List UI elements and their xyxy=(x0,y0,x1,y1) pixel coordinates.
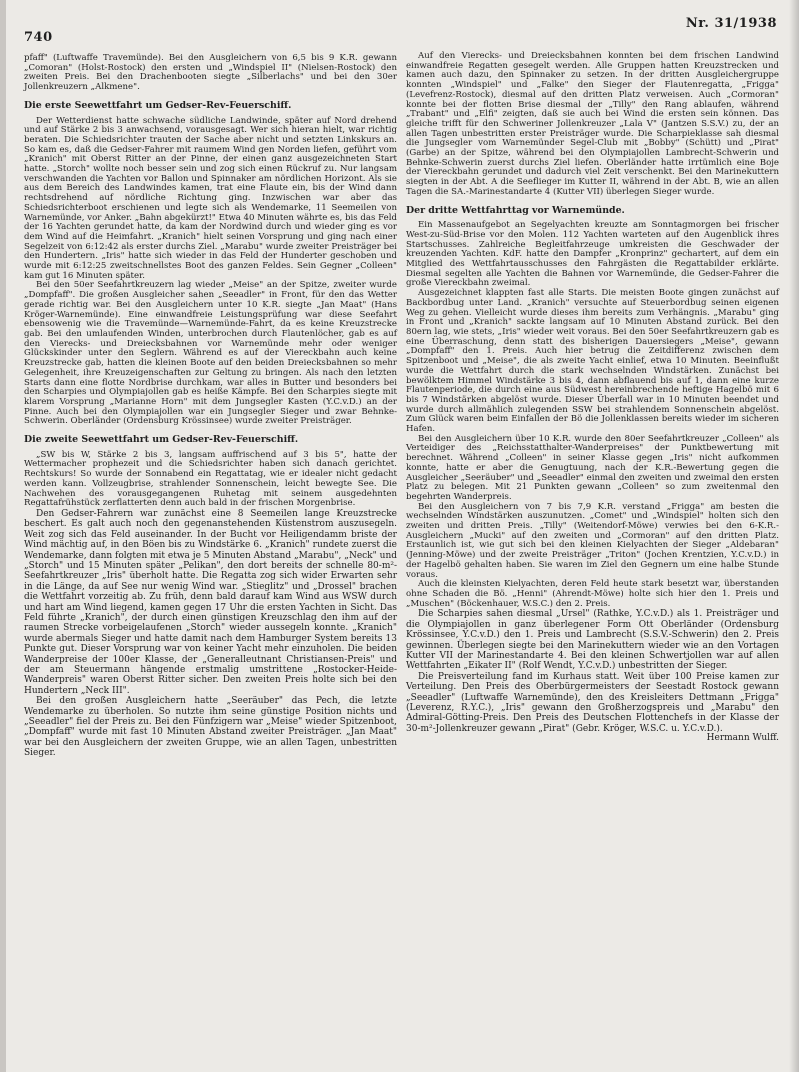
page-header xyxy=(24,16,777,52)
paragraph: Den Gedser-Fahrern war zunächst eine 8 Seemeilen lange Kreuzstrecke beschert. Es galt auch noch den gegenanstehenden Küstenstrom auszusegeln. Weit zog sich das Feld auseinander. In der Bucht vor Heiligendamm briste der Wind mächtig auf, in den Böen bis zu Windstärke 6. „Kranich" rundete zuerst die Wendemarke, dann folgten mit etwa je 5 Minuten Abstand „Marabu", „Neck" und „Storch" und 15 Minuten später „Pelikan", den dort bereits der schnelle 80-m²-Seefahrtkreuzer „Iris" überholt hatte. Die Regatta zog sich wider Erwarten sehr in die Länge, da auf See nur wenig Wind war. „Stieglitz" und „Drossel" brachen die Wettfahrt vorzeitig ab. Zu früh, denn bald darauf kam Wind aus WSW durch und hart am Wind liegend, kamen gegen 17 Uhr die ersten Yachten in Sicht. Das Feld führte „Kranich", der durch einen günstigen Kreuzschlag den ihm auf der raumen Strecke vorbeigelaufenen „Storch" wieder aussegeln konnte. „Kranich" wurde abermals Sieger und hatte damit nach dem Hamburger System bereits 13 Punkte gut. Dieser Vorsprung war von keiner Yacht mehr einzuholen. Die beiden Wanderpreise der 100er Klasse, der „Generalleutnant Christiansen-Preis" und der am Steuermann hängende erstmalig umstrittene „Rostocker-Heide-Wanderpreis" waren Oberst Ritter sicher. Den zweiten Preis holte sich bei den Hundertern „Neck III". xyxy=(24,508,397,696)
section-heading: Die erste Seewettfahrt um Gedser-Rev-Feuerschiff. xyxy=(24,99,292,111)
paragraph: Die Preisverteilung fand im Kurhaus statt. Weit über 100 Preise kamen zur Verteilung. Den Preis des Oberbürgermeisters der Seestadt Rostock gewann „Seeadler" (Luftwaffe Warnemünde), den des Kreisleiters Dettmann „Frigga" (Leverenz, R.Y.C.), „Iris" gewann den Großherzogspreis und „Marabu" den Admiral-Götting-Preis. Den Preis des Deutschen Flottenchefs in der Klasse der 30-m²-Jollenkreuzer gewann „Pirat" (Gebr. Kröger, W.S.C. u. Y.C.v.D.). xyxy=(406,671,779,734)
paragraph: Bei den großen Ausgleichern hatte „Seeräuber" das Pech, die letzte Wendemarke zu überholen. So nutzte ihm seine günstige Position nichts und „Seeadler" fiel der Preis zu. Bei den Fünfzigern war „Meise" wieder Spitzenboot, „Dompfaff" wurde mit fast 10 Minuten Abstand zweiter Preisträger. „Jan Maat" war bei den Ausgleichern der zweiten Gruppe, wie an allen Tagen, unbestritten Sieger. xyxy=(24,696,397,759)
author-signature: Hermann Wulff. xyxy=(706,733,779,744)
paragraph: Der Wetterdienst hatte schwache südliche Landwinde, später auf Nord drehend und auf Stärke 2 bis 3 anwachsend, vorausgesagt. Wer sich hieran hielt, war richtig beraten. Die Schiedsrichter trauten der Sache aber nicht und setzten Linkskurs an. So kam es, daß die Gedser-Fahrer mit raumem Wind gen Norden liefen, geführt vom „Kranich" mit Oberst Ritter an der Pinne, der einen ganz ausgezeichneten Start hatte. „Storch" wollte noch besser sein und zog sich einen Rückruf zu. Nur langsam verschwanden die Yachten vor Ballon und Spinnaker am nördlichen Horizont. Als sie aus dem Bereich des Landwindes kamen, trat eine Flaute ein, bis der Wind dann rechtsdrehend auf nördliche Richtung ging. Inzwischen war aber das Schiedsrichterboot erschienen und legte sich als Wendemarke, 11 Seemeilen von Warnemünde, vor Anker. „Bahn abgekürzt!" Etwa 40 Minuten währte es, bis das Feld der 16 Yachten gerundet hatte, da kam der Nordwind durch und wieder ging es vor dem Wind auf die Heimfahrt. „Kranich" hielt seinen Vorsprung und ging nach einer Segelzeit von 6:12:42 als erster durchs Ziel. „Marabu" wurde zweiter Preisträger bei den Hundertern. „Iris" hatte sich wieder in das Feld der Hunderter geschoben und wurde mit 6:12:25 zweitschnellstes Boot des ganzen Feldes. Sein Gegner „Colleen" kam gut 16 Minuten später. xyxy=(24,115,397,281)
paragraph: Auch die kleinsten Kielyachten, deren Feld heute stark besetzt war, überstanden ohne Schaden die Bö. „Henni" (Ahrendt-Möwe) holte sich hier den 1. Preis und „Muschen" (Böckenhauer, W.S.C.) den 2. Preis. xyxy=(406,579,779,609)
paragraph: Bei den 50er Seefahrtkreuzern lag wieder „Meise" an der Spitze, zweiter wurde „Dompfaff". Die großen Ausgleicher sahen „Seeadler" in Front, für den das Wetter gerade richtig war. Bei den Ausgleichern unter 10 K.R. siegte „Jan Maat" (Hans Kröger-Warnemünde). Eine einwandfreie Leistungsprüfung war diese Seefahrt ebensowenig wie die Travemünde—Warnemünde-Fahrt, da es keine Kreuzstrecke gab. Bei den umlaufenden Winden, unterbrochen durch Flautenlöcher, gab es auf den Vierecks- und Dreiecksbahnen vor Warnemünde mehr oder weniger Glückskinder unter den Seglern. Während es auf der Viereckbahn auch keine Kreuzstrecke gab, hatten die kleinen Boote auf den beiden Dreiecksbahnen so mehr Gelegenheit, ihre Kreuzeigenschaften zur Geltung zu bringen. Als nach den letzten Starts dann eine flotte Nordbrise durchkam, war alles in Butter und besonders bei den Scharpies und Olympiajollen gab es heiße Kämpfe. Bei den Scharpies siegte mit klarem Vorsprung „Marianne Horn" mit dem Jungsegler Kasten (Y.C.v.D.) an der Pinne. Auch bei den Olympiajollen war ein Jungsegler Sieger und zwar Behnke-Schwerin. Oberländer (Ordensburg Krössinsee) wurde zweiter Preisträger. xyxy=(24,280,397,427)
right-column xyxy=(406,52,779,744)
paragraph: Bei den Ausgleichern von 7 bis 7,9 K.R. verstand „Frigga" am besten die wechselnden Windstärken auszunutzen. „Comet" und „Windspiel" holten sich den zweiten und dritten Preis. „Tilly" (Weitendorf-Möwe) verwies bei den 6-K.R.-Ausgleichern „Mucki" auf den zweiten und „Cormoran" auf den dritten Platz. Erstaunlich ist, wie gut sich bei den kleinen Kielyachten der Sieger „Aldebaran" (Jenning-Möwe) und der zweite Preisträger „Triton" (Jochen Krentzien, Y.C.v.D.) in der Hagelbö gehalten haben. Sie waren im Ziel den Gegnern um eine halbe Stunde voraus. xyxy=(406,501,779,580)
page-number: 740 xyxy=(24,30,53,45)
magazine-page xyxy=(6,0,799,1072)
left-column xyxy=(24,54,397,759)
paragraph: „SW bis W, Stärke 2 bis 3, langsam auffrischend auf 3 bis 5", hatte der Wettermacher prophezeit und die Schiedsrichter haben sich danach gerichtet. Rechtskurs! So wurde der Sonnabend ein Regattatag, wie er idealer nicht gedacht werden kann. Vollzeugbrise, strahlender Sonnenschein, leicht bewegte See. Die Nachwehen des vorausgegangenen Ruhetag mit seinem ausgedehnten Regattafrühstück zerflatterten denn auch bald in der frischen Morgenbrise. xyxy=(24,449,397,509)
paragraph: pfaff" (Luftwaffe Travemünde). Bei den Ausgleichern von 6,5 bis 9 K.R. gewann „Comoran" (Holst-Rostock) den ersten und „Windspiel II" (Nielsen-Rostock) den zweiten Preis. Bei den Drachenbooten siegte „Silberlachs" und bei den 30er Jollenkreuzern „Alkmene". xyxy=(24,53,397,93)
paragraph: Auf den Vierecks- und Dreiecksbahnen konnten bei dem frischen Landwind einwandfreie Regatten gesegelt werden. Alle Gruppen hatten Kreuzstrecken und kamen auch dazu, den Spinnaker zu setzen. In der dritten Ausgleichergruppe konnten „Windspiel" und „Falke" den Sieger der Flautenregatta, „Frigga" (Levefrenz-Rostock), diesmal auf den dritten Platz verweisen. Auch „Cormoran" konnte bei der flotten Brise diesmal der „Tilly" den Rang ablaufen, während „Trabant" und „Elfi" zeigten, daß sie auch bei Wind die ersten sein können. Das gleiche trifft für den Schweriner Jollenkreuzer „Lala V" (Jantzen S.S.V.) zu, der an allen Tagen unbestritten erster Preisträger wurde. Die Scharpieklasse sah diesmal die Jungsegler vom Warnemünder Segel-Club mit „Bobby" (Schütt) und „Pirat" (Garbe) an der Spitze, während bei den Olympiajollen Lambrecht-Schwerin und Behnke-Schwerin zuerst durchs Ziel liefen. Oberländer hatte irrtümlich eine Boje der Viereckbahn gerundet und dadurch viel Zeit verschenkt. Bei den Marinekuttern siegten in der Abt. A die Seeflieger im Kutter II, während in der Abt. B, wie an allen Tagen die SA.-Marinestandarte 4 (Kutter VII) überlegen Sieger wurde. xyxy=(406,51,779,197)
paragraph: Bei den Ausgleichern über 10 K.R. wurde den 80er Seefahrtkreuzer „Colleen" als Verteidiger des „Reichsstatthalter-Wanderpreises" der Punktbewertung mit berechnet. Während „Colleen" in seiner Klasse gegen „Iris" nicht aufkommen konnte, hatte er aber die Genugtuung, nach der K.R.-Bewertung gegen die Ausgleicher „Seeräuber" und „Seeadler" einmal den zweiten und zweimal den ersten Platz zu belegen. Mit 21 Punkten gewann „Colleen" so zum zweitenmal den begehrten Wanderpreis. xyxy=(406,433,779,502)
paragraph: Ausgezeichnet klappten fast alle Starts. Die meisten Boote gingen zunächst auf Backbordbug unter Land. „Kranich" versuchte auf Steuerbordbug seinen eigenen Weg zu gehen. Vielleicht wurde dieses ihm bereits zum Verhängnis. „Marabu" ging in Front und „Kranich" sackte langsam auf 10 Minuten Abstand zurück. Bei den 80ern lag, wie stets, „Iris" wieder weit voraus. Bei den 50er Seefahrtkreuzern gab es eine Überraschung, denn statt des bisherigen Dauersiegers „Meise", gewann „Dompfaff" den 1. Preis. Auch hier betrug die Zeitdifferenz zwischen dem Spitzenboot und „Meise", die als zweite Yacht einlief, etwa 10 Minuten. Beeinflußt wurde die Wettfahrt durch die stark wechselnden Windstärken. Zunächst bei bewölktem Himmel Windstärke 3 bis 4, dann abflauend bis auf 1, dann eine kurze Flautenperiode, die durch eine aus Südwest hereinbrechende heftige Hagelbö mit 6 bis 7 Windstärken abgelöst wurde. Dieser Überfall war in 10 Minuten beendet und wurde durch allmählich zulegenden SSW bei strahlendem Sonnenschein abgelöst. Zum Glück waren beim Einfallen der Bö die Jollenklassen bereits wieder im sicheren Hafen. xyxy=(406,288,779,435)
paragraph: Die Scharpies sahen diesmal „Ursel" (Rathke, Y.C.v.D.) als 1. Preisträger und die Olympiajollen in ganz überlegener Form Ott Oberländer (Ordensburg Krössinsee, Y.C.v.D.) den 1. Preis und Lambrecht (S.S.V.-Schwerin) den 2. Preis gewinnen. Überlegen siegte bei den Marinekuttern wieder wie an den Vortagen Kutter VII der Marinestandarte 4. Bei den kleinen Schwertjollen war auf allen Wettfahrten „Eikater II" (Rolf Wendt, Y.C.v.D.) unbestritten der Sieger. xyxy=(406,609,779,672)
page-gutter-shadow xyxy=(789,0,799,1072)
section-heading: Der dritte Wettfahrttag vor Warnemünde. xyxy=(406,204,625,216)
paragraph: Ein Massenaufgebot an Segelyachten kreuzte am Sonntagmorgen bei frischer West-zu-Süd-Brise vor den Molen. 112 Yachten warteten auf den Augenblick ihres Startschusses. Zahlreiche Begleitfahrzeuge umkreisten die Geschwader der kreuzenden Yachten. KdF. hatte den Dampfer „Kronprinz" gechartert, auf dem ein Mitglied des Wettfahrtausschusses den Fahrgästen die Regattabilder erklärte. Diesmal segelten alle Yachten die Bahnen vor Warnemünde, die Gedser-Fahrer die große Viereckbahn zweimal. xyxy=(406,220,779,289)
section-heading: Die zweite Seewettfahrt um Gedser-Rev-Feuerschiff. xyxy=(24,434,299,446)
issue-number: Nr. 31/1938 xyxy=(685,16,777,31)
